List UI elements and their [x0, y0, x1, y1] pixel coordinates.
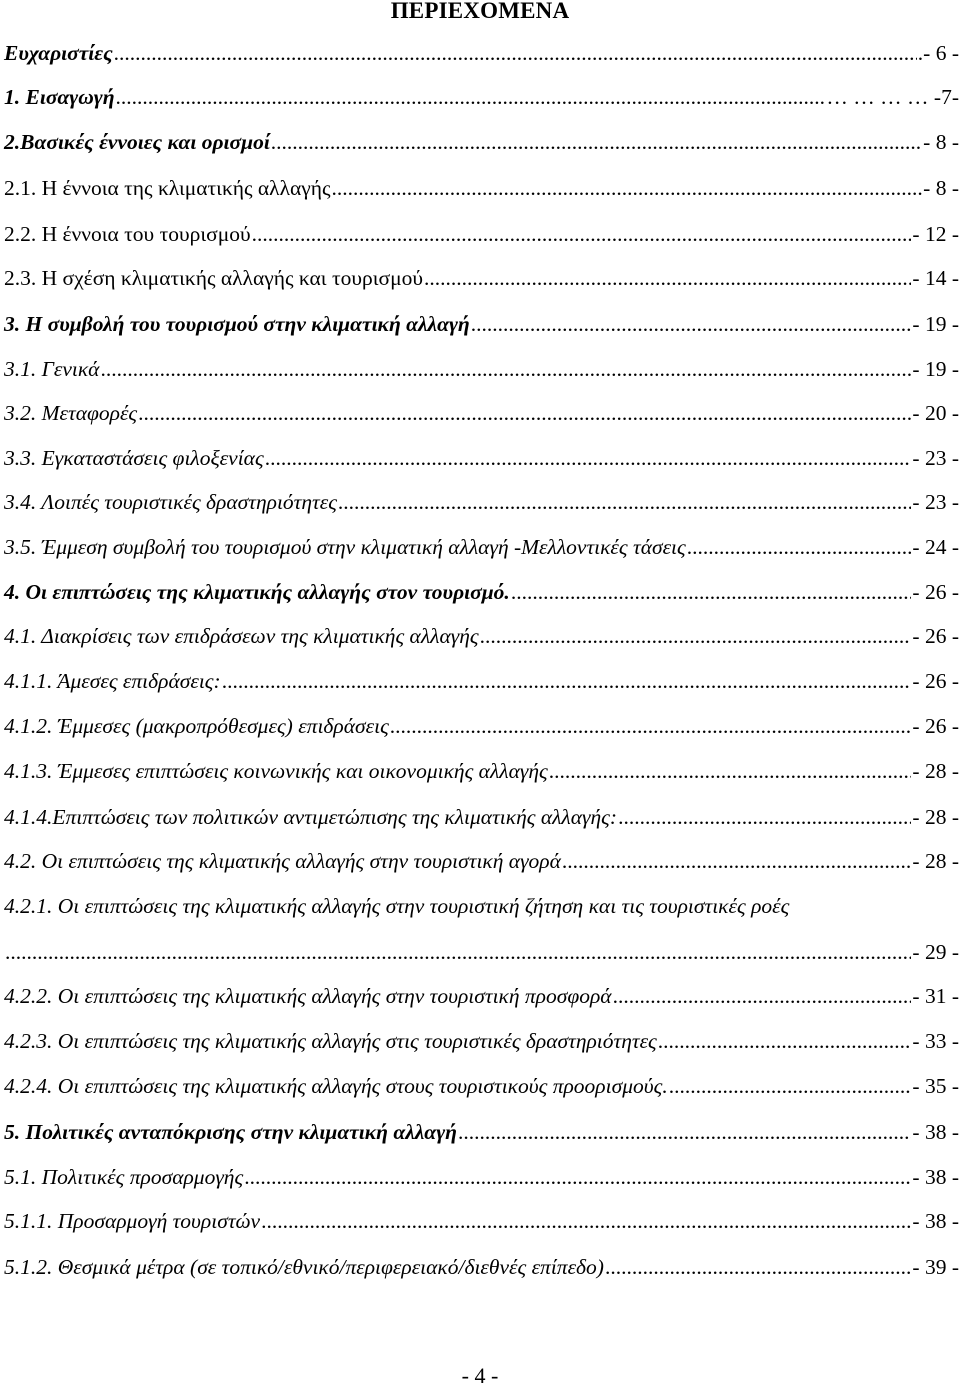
- toc-entry-page: … … … … -7-: [826, 85, 959, 109]
- toc-entry[interactable]: [4, 805, 959, 835]
- toc-entry[interactable]: [4, 580, 959, 610]
- toc-entry-title: 4.1.4.Επιπτώσεις των πολιτικών αντιμετώπισης της κλιματικής αλλαγής:: [4, 805, 618, 829]
- toc-dot-leader: [252, 222, 912, 247]
- toc-entry-page: - 38 -: [912, 1165, 959, 1189]
- toc-entry-page: - 33 -: [912, 1029, 959, 1053]
- toc-entry-page: - 28 -: [912, 849, 959, 873]
- toc-entry[interactable]: [4, 849, 959, 879]
- toc-entry-page: - 38 -: [912, 1209, 959, 1233]
- toc-entry[interactable]: [4, 446, 959, 476]
- page-number: - 4 -: [461, 1363, 499, 1388]
- toc-dot-leader: [471, 312, 912, 337]
- toc-dot-leader: [480, 624, 912, 649]
- toc-dot-leader: [687, 535, 912, 560]
- toc-dot-leader: [5, 940, 911, 965]
- toc-dot-leader: [261, 1209, 911, 1234]
- toc-dot-leader: [618, 805, 911, 830]
- toc-entry-page: - 28 -: [912, 759, 959, 783]
- toc-dot-leader: [511, 580, 912, 605]
- toc-entry-title: 5.1.2. Θεσμικά μέτρα (σε τοπικό/εθνικό/περιφερειακό/διεθνές επίπεδο): [4, 1255, 604, 1279]
- toc-dot-leader: [100, 357, 911, 382]
- toc-entry-title: Ευχαριστίες: [4, 41, 113, 65]
- toc-entry-title: 3.2. Μεταφορές: [4, 401, 138, 425]
- toc-entry[interactable]: [4, 940, 959, 970]
- toc-dot-leader: [549, 759, 912, 784]
- toc-entry-page: - 20 -: [912, 401, 959, 425]
- toc-entry[interactable]: [4, 490, 959, 520]
- toc-entry-title: 3.5. Έμμεση συμβολή του τουρισμού στην κλιματική αλλαγή -Μελλοντικές τάσεις: [4, 535, 686, 559]
- toc-entry-page: - 26 -: [912, 624, 959, 648]
- toc-entry[interactable]: [4, 222, 959, 252]
- toc-entry-page: - 35 -: [912, 1074, 959, 1098]
- toc-dot-leader: [114, 41, 917, 66]
- toc-entry-title: 3. Η συμβολή του τουρισμού στην κλιματική αλλαγή: [4, 312, 470, 336]
- toc-entry[interactable]: [4, 535, 959, 565]
- toc-entry-page: - 19 -: [912, 357, 959, 381]
- toc-entry[interactable]: [4, 669, 959, 699]
- toc-entry-title: 4.1.3. Έμμεσες επιπτώσεις κοινωνικής και οικονομικής αλλαγής: [4, 759, 548, 783]
- toc-entry[interactable]: [4, 624, 959, 654]
- toc-dot-leader: [244, 1165, 911, 1190]
- toc-entry-page: - 26 -: [912, 580, 959, 604]
- toc-dot-leader: [424, 266, 911, 291]
- toc-entry[interactable]: [4, 1165, 959, 1195]
- toc-entry[interactable]: [4, 176, 959, 206]
- toc-entry-title: 2.2. Η έννοια του τουρισμού: [4, 222, 251, 246]
- toc-entry-page: - 12 -: [912, 222, 959, 246]
- toc-entry-page: - 39 -: [912, 1255, 959, 1279]
- toc-entry[interactable]: [4, 266, 959, 296]
- toc-entry[interactable]: [4, 714, 959, 744]
- toc-entry-title: 5.1.1. Προσαρμογή τουριστών: [4, 1209, 261, 1233]
- toc-entry-title: 4.2.2. Οι επιπτώσεις της κλιματικής αλλαγής στην τουριστική προσφορά: [4, 984, 612, 1008]
- toc-entry-title: 3.4. Λοιπές τουριστικές δραστηριότητες: [4, 490, 337, 514]
- toc-entry[interactable]: [4, 1074, 959, 1104]
- toc-dot-leader: [562, 849, 912, 874]
- toc-dot-leader: [605, 1255, 911, 1280]
- toc-entry[interactable]: [4, 894, 959, 924]
- toc-entry[interactable]: [4, 984, 959, 1014]
- toc-entry-title: 2.Βασικές έννοιες και ορισμοί: [4, 130, 270, 154]
- toc-entry-page: - 23 -: [912, 490, 959, 514]
- toc-dot-leader: [458, 1120, 911, 1145]
- toc-entry[interactable]: [4, 85, 959, 115]
- toc-entry[interactable]: [4, 1029, 959, 1059]
- toc-entry-page: - 23 -: [912, 446, 959, 470]
- toc-dot-leader: [271, 130, 922, 155]
- toc-entry-title: 1. Εισαγωγή: [4, 85, 115, 109]
- toc-entry-title: 3.3. Εγκαταστάσεις φιλοξενίας: [4, 446, 264, 470]
- toc-entry-title: 4.2. Οι επιπτώσεις της κλιματικής αλλαγής στην τουριστική αγορά: [4, 849, 561, 873]
- page-title: ΠΕΡΙΕΧΟΜΕΝΑ: [390, 0, 570, 23]
- toc-entry[interactable]: [4, 1120, 959, 1150]
- toc-dot-leader: [222, 669, 912, 694]
- toc-entry[interactable]: [4, 401, 959, 431]
- toc-entry-page: - 14 -: [912, 266, 959, 290]
- toc-entry-title: 4.1.1. Άμεσες επιδράσεις:: [4, 669, 221, 693]
- toc-entry-title: 4.2.4. Οι επιπτώσεις της κλιματικής αλλαγής στους τουριστικούς προορισμούς.: [4, 1074, 668, 1098]
- toc-entry-page: - 29 -: [912, 940, 959, 964]
- toc-dot-leader: [613, 984, 912, 1009]
- toc-entry-page: - 19 -: [912, 312, 959, 336]
- toc-dot-leader: [265, 446, 912, 471]
- toc-entry-title: 3.1. Γενικά: [4, 357, 100, 381]
- toc-entry-title: 4.2.1. Οι επιπτώσεις της κλιματικής αλλαγής στην τουριστική ζήτηση και τις τουριστικές ροές: [4, 894, 790, 918]
- toc-entry-title: 2.1. Η έννοια της κλιματικής αλλαγής: [4, 176, 331, 200]
- toc-entry-title: 5.1. Πολιτικές προσαρμογής: [4, 1165, 244, 1189]
- toc-entry[interactable]: [4, 312, 959, 342]
- toc-entry-page: - 26 -: [912, 669, 959, 693]
- toc-entry-page: - 24 -: [912, 535, 959, 559]
- toc-dot-leader: [390, 714, 912, 739]
- toc-entry-page: - 8 -: [923, 176, 959, 200]
- toc-dot-leader: [116, 85, 826, 110]
- toc-entry-title: 5. Πολιτικές ανταπόκρισης στην κλιματική αλλαγή: [4, 1120, 457, 1144]
- toc-entry-page: - 8 -: [923, 130, 959, 154]
- toc-entry[interactable]: [4, 357, 959, 387]
- toc-dot-leader: [138, 401, 911, 426]
- toc-entry[interactable]: [4, 1209, 959, 1239]
- toc-dot-leader: [338, 490, 912, 515]
- toc-entry-title: 4. Οι επιπτώσεις της κλιματικής αλλαγής στον τουρισμό.: [4, 580, 510, 604]
- toc-entry-title: 4.1.2. Έμμεσες (μακροπρόθεσμες) επιδράσεις: [4, 714, 389, 738]
- toc-entry-title: 4.2.3. Οι επιπτώσεις της κλιματικής αλλαγής στις τουριστικές δραστηριότητες: [4, 1029, 657, 1053]
- toc-entry-page: .- 6 -: [917, 41, 959, 65]
- toc-entry[interactable]: [4, 41, 959, 71]
- toc-entry-title: 4.1. Διακρίσεις των επιδράσεων της κλιματικής αλλαγής: [4, 624, 479, 648]
- toc-entry-title: 2.3. Η σχέση κλιματικής αλλαγής και τουρισμού: [4, 266, 423, 290]
- toc-entry-page: - 28 -: [912, 805, 959, 829]
- toc-entry[interactable]: [4, 759, 959, 789]
- toc-entry-page: - 31 -: [912, 984, 959, 1008]
- toc-entry-page: - 38 -: [912, 1120, 959, 1144]
- toc-dot-leader: [658, 1029, 912, 1054]
- toc-dot-leader: [669, 1074, 912, 1099]
- toc-entry[interactable]: [4, 1255, 959, 1285]
- toc-dot-leader: [332, 176, 923, 201]
- toc-entry[interactable]: [4, 130, 959, 160]
- toc-entry-page: - 26 -: [912, 714, 959, 738]
